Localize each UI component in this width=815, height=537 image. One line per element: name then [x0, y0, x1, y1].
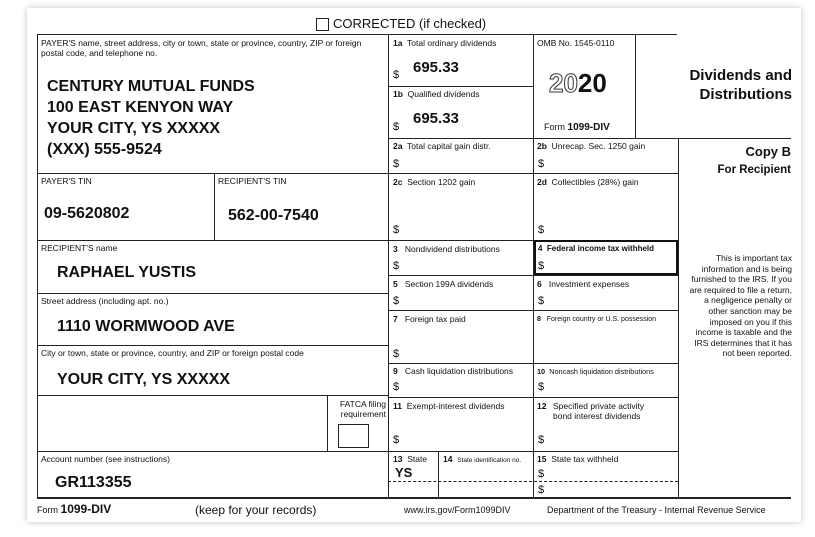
recipient-street: 1110 WORMWOOD AVE — [57, 318, 235, 335]
box-14-label: 14 State identification no. — [443, 454, 522, 464]
box-5-dollar: $ — [393, 295, 400, 307]
recipient-name-label: RECIPIENT'S name — [41, 243, 118, 253]
payer-header: PAYER'S name, street address, city or town, state or province, country, ZIP or foreign postal code, and telephone no. — [41, 38, 362, 58]
box-4-dollar: $ — [538, 260, 545, 272]
box-1b-label: 1b Qualified dividends — [393, 89, 480, 99]
box-8-label: 8 Foreign country or U.S. possession — [537, 316, 657, 323]
box-2b-label: 2b Unrecap. Sec. 1250 gain — [537, 141, 646, 151]
payer-tin-label: PAYER'S TIN — [41, 176, 92, 186]
box-12-number: 12 — [537, 401, 547, 411]
box-1b-value: 695.33 — [413, 110, 459, 127]
tax-year: 2020 — [549, 68, 607, 98]
box-13-label: 13 State — [393, 454, 428, 464]
box-3-dollar: $ — [393, 260, 400, 272]
box-2a-label: 2a Total capital gain distr. — [393, 141, 491, 151]
box-9-label: 9 Cash liquidation distributions — [393, 366, 514, 376]
city-label: City or town, state or province, country, and ZIP or foreign postal code — [41, 348, 304, 358]
box-9-dollar: $ — [393, 381, 400, 393]
box-15-dollar-1: $ — [538, 468, 545, 480]
box-4-label: 4 Federal income tax withheld — [538, 244, 655, 253]
box-2c-label: 2c Section 1202 gain — [393, 177, 476, 187]
footer-keep: (keep for your records) — [195, 503, 317, 517]
box-15-label: 15 State tax withheld — [537, 454, 619, 464]
box-2c-dollar: $ — [393, 224, 400, 236]
box-1a-label: 1a Total ordinary dividends — [393, 38, 497, 48]
box-2d-label: 2d Collectibles (28%) gain — [537, 177, 639, 187]
payer-tin: 09-5620802 — [44, 205, 130, 222]
box-6-dollar: $ — [538, 295, 545, 307]
box-2b-dollar: $ — [538, 158, 545, 170]
box-1a-dollar: $ — [393, 69, 400, 81]
copy-b: Copy B — [745, 144, 791, 159]
footer-url[interactable]: www.irs.gov/Form1099DIV — [404, 505, 511, 515]
payer-name: CENTURY MUTUAL FUNDS — [47, 78, 255, 95]
box-5-label: 5 Section 199A dividends — [393, 279, 494, 289]
recipient-city: YOUR CITY, YS XXXXX — [57, 371, 231, 388]
box-7-label: 7 Foreign tax paid — [393, 314, 466, 324]
recipient-tin: 562-00-7540 — [228, 207, 319, 224]
street-label: Street address (including apt. no.) — [41, 296, 169, 306]
box-2d-dollar: $ — [538, 224, 545, 236]
footer-form-id: Form 1099-DIV — [37, 502, 112, 516]
payer-phone: (XXX) 555-9524 — [47, 141, 162, 158]
form-id: Form 1099-DIV — [544, 122, 610, 133]
recipient-tin-label: RECIPIENT'S TIN — [218, 176, 287, 186]
footer-dept: Department of the Treasury - Internal Revenue Service — [547, 505, 766, 515]
box-13-value: YS — [395, 465, 413, 480]
account-number: GR113355 — [55, 474, 132, 491]
payer-street: 100 EAST KENYON WAY — [47, 99, 234, 116]
form-1099-div — [27, 8, 801, 522]
notice-text: This is important tax information and is being furnished to the IRS. If you are required to file a return, a negligence penalty or other sanction may be imposed on you if this income is taxable and the IRS determines that it has not been reported. — [689, 253, 792, 359]
box-10-dollar: $ — [538, 381, 545, 393]
box-12-dollar: $ — [538, 434, 545, 446]
corrected-label: CORRECTED (if checked) — [333, 16, 487, 31]
box-15-dollar-2: $ — [538, 484, 545, 496]
box-1b-dollar: $ — [393, 121, 400, 133]
box-7-dollar: $ — [393, 348, 400, 360]
box-2a-dollar: $ — [393, 158, 400, 170]
box-6-label: 6 Investment expenses — [537, 279, 630, 289]
corrected-checkbox[interactable] — [316, 18, 329, 31]
box-3-label: 3 Nondividend distributions — [393, 244, 500, 254]
fatca-checkbox[interactable] — [338, 424, 369, 448]
fatca-label: FATCA filing requirement — [339, 399, 386, 419]
box-11-dollar: $ — [393, 434, 400, 446]
payer-city: YOUR CITY, YS XXXXX — [47, 120, 221, 137]
omb-number: OMB No. 1545-0110 — [537, 38, 615, 48]
box-12-label: Specified private activity bond interest dividends — [553, 401, 645, 421]
for-recipient: For Recipient — [717, 164, 791, 176]
box-10-label: 10 Noncash liquidation distributions — [537, 367, 654, 376]
account-label: Account number (see instructions) — [41, 454, 170, 464]
recipient-name: RAPHAEL YUSTIS — [57, 264, 196, 281]
box-1a-value: 695.33 — [413, 59, 459, 76]
form-title: Dividends and Distributions — [689, 67, 792, 103]
box-11-label: 11 Exempt-interest dividends — [393, 401, 505, 411]
